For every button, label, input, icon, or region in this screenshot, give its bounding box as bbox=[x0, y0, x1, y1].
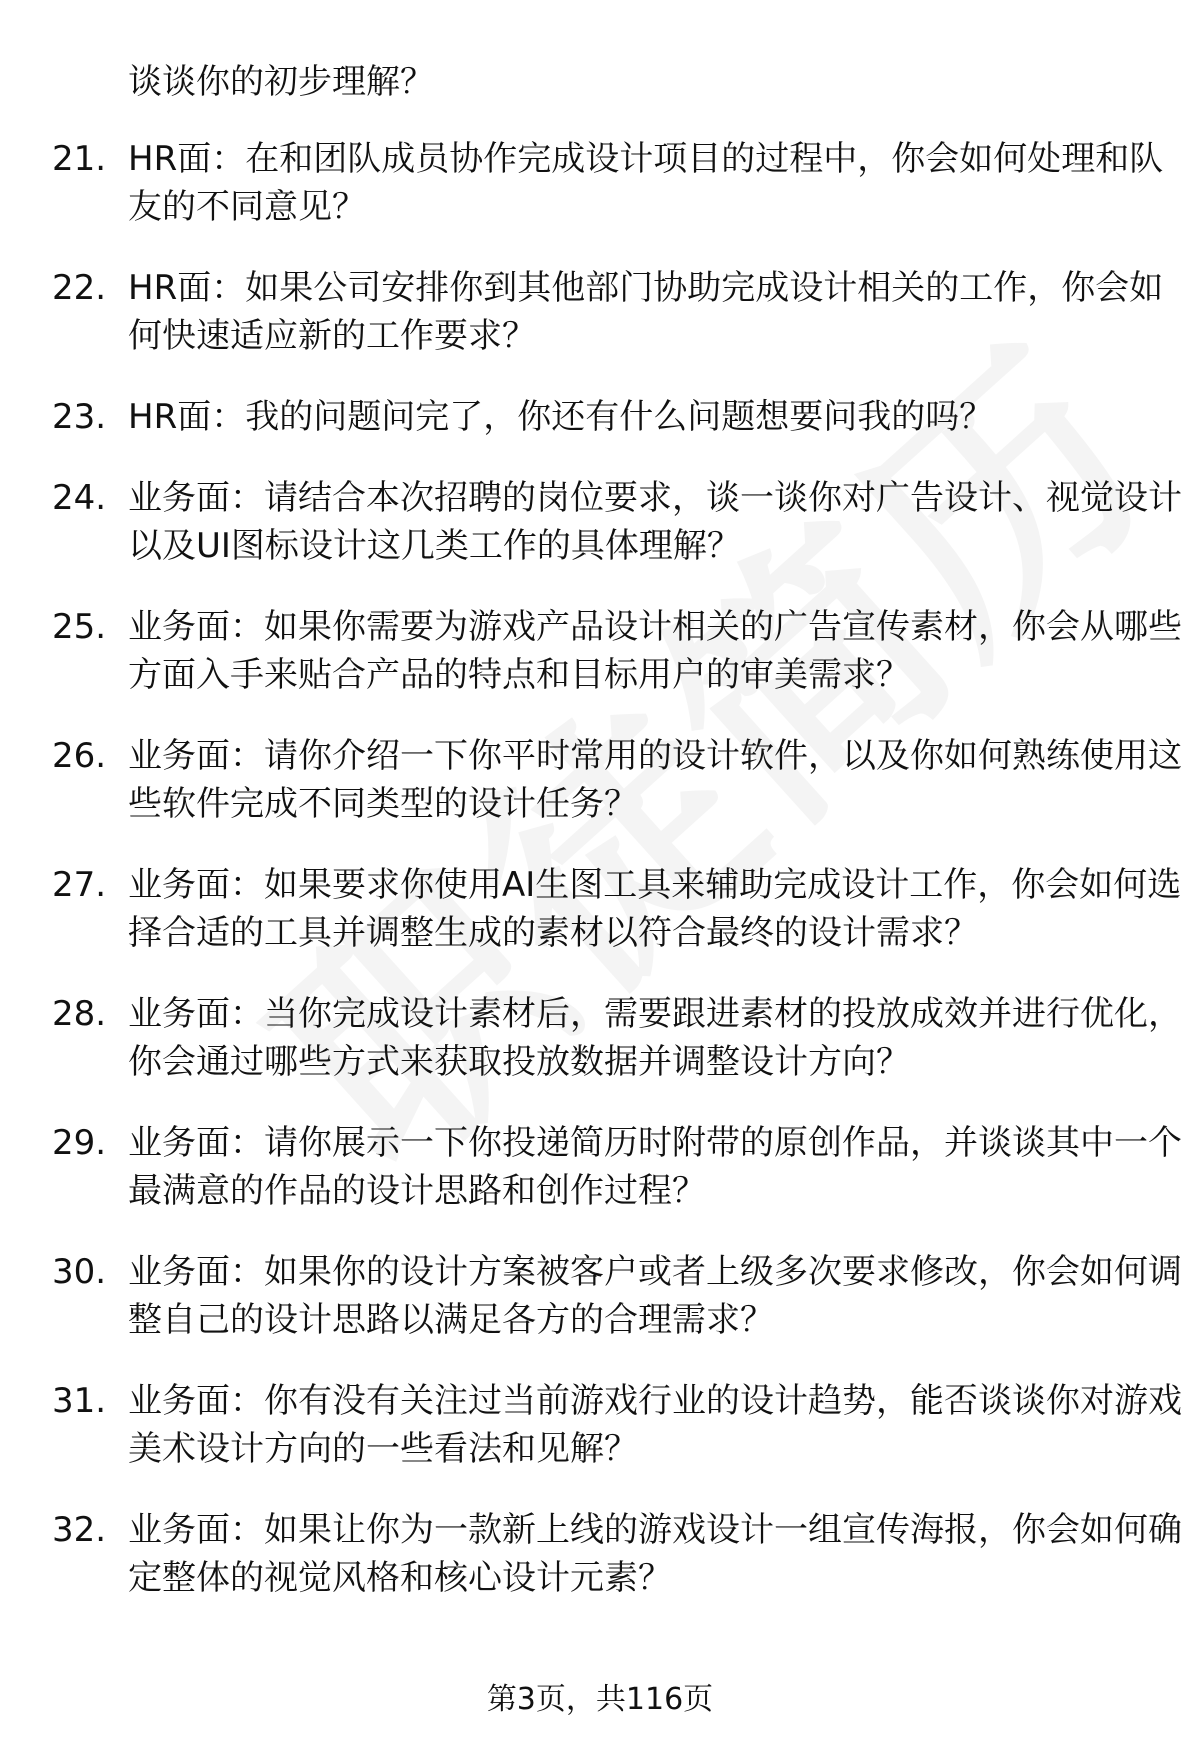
question-text: HR面：我的问题问完了，你还有什么问题想要问我的吗？ bbox=[128, 397, 994, 437]
question-number: 31. bbox=[52, 1381, 107, 1421]
question-text: 业务面：如果让你为一款新上线的游戏设计一组宣传海报，你会如何确定整体的视觉风格和核心设计元素？ bbox=[128, 1510, 1182, 1598]
question-text: HR面：如果公司安排你到其他部门协助完成设计相关的工作，你会如何快速适应新的工作要求？ bbox=[128, 268, 1164, 356]
question-item bbox=[52, 1377, 1192, 1473]
question-item bbox=[52, 1506, 1192, 1602]
continuation-text: 谈谈你的初步理解？ bbox=[128, 62, 434, 102]
question-item bbox=[52, 474, 1192, 570]
question-text: 业务面：当你完成设计素材后，需要跟进素材的投放成效并进行优化，你会通过哪些方式来获取投放数据并调整设计方向？ bbox=[128, 994, 1182, 1082]
question-item bbox=[52, 1119, 1192, 1215]
question-text: 业务面：如果要求你使用AI生图工具来辅助完成设计工作，你会如何选择合适的工具并调整生成的素材以符合最终的设计需求？ bbox=[128, 865, 1182, 953]
question-item bbox=[52, 1248, 1192, 1344]
question-text: 业务面：你有没有关注过当前游戏行业的设计趋势，能否谈谈你对游戏美术设计方向的一些看法和见解？ bbox=[128, 1381, 1182, 1469]
question-item bbox=[52, 861, 1192, 957]
question-number: 32. bbox=[52, 1510, 107, 1550]
question-text: HR面：在和团队成员协作完成设计项目的过程中，你会如何处理和队友的不同意见？ bbox=[128, 139, 1164, 227]
question-item bbox=[52, 603, 1192, 699]
question-text: 业务面：如果你需要为游戏产品设计相关的广告宣传素材，你会从哪些方面入手来贴合产品的特点和目标用户的审美需求？ bbox=[128, 607, 1182, 695]
question-item bbox=[52, 393, 1192, 441]
question-item bbox=[52, 135, 1192, 231]
question-list bbox=[52, 135, 1182, 1635]
question-item bbox=[52, 990, 1192, 1086]
page-footer: 第3页，共116页 bbox=[486, 1682, 714, 1717]
question-number: 30. bbox=[52, 1252, 107, 1292]
question-number: 23. bbox=[52, 397, 107, 437]
question-text: 业务面：请结合本次招聘的岗位要求，谈一谈你对广告设计、视觉设计以及UI图标设计这几类工作的具体理解？ bbox=[128, 478, 1182, 566]
question-item bbox=[52, 732, 1192, 828]
question-text: 业务面：请你介绍一下你平时常用的设计软件，以及你如何熟练使用这些软件完成不同类型的设计任务？ bbox=[128, 736, 1182, 824]
question-text: 业务面：如果你的设计方案被客户或者上级多次要求修改，你会如何调整自己的设计思路以满足各方的合理需求？ bbox=[128, 1252, 1182, 1340]
question-number: 26. bbox=[52, 736, 107, 776]
question-item bbox=[52, 264, 1192, 360]
question-number: 28. bbox=[52, 994, 107, 1034]
question-number: 22. bbox=[52, 268, 107, 308]
question-number: 29. bbox=[52, 1123, 107, 1163]
question-text: 业务面：请你展示一下你投递简历时附带的原创作品，并谈谈其中一个最满意的作品的设计思路和创作过程？ bbox=[128, 1123, 1182, 1211]
question-number: 25. bbox=[52, 607, 107, 647]
question-number: 24. bbox=[52, 478, 107, 518]
question-number: 27. bbox=[52, 865, 107, 905]
question-number: 21. bbox=[52, 139, 107, 179]
